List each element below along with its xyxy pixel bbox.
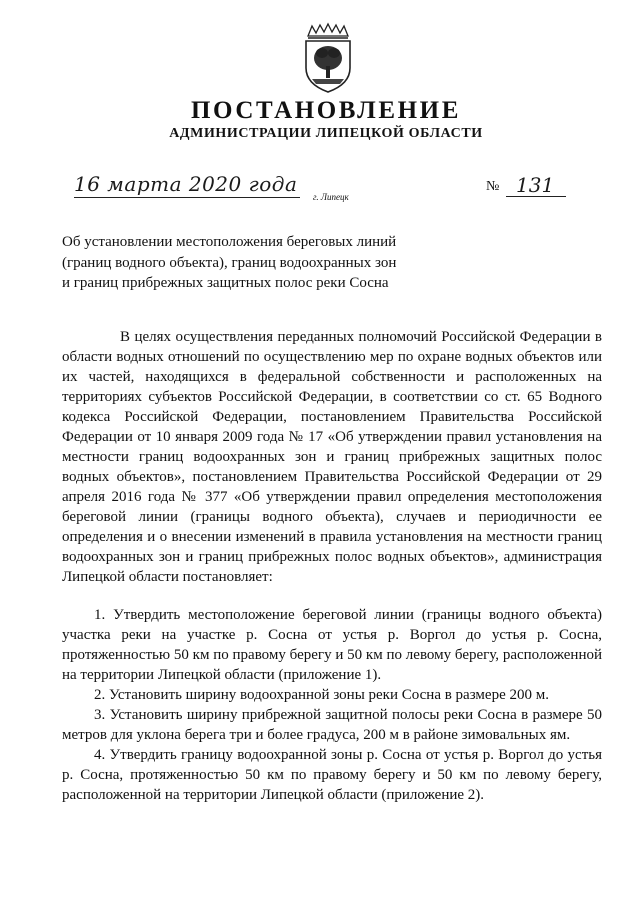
preamble-paragraph: В целях осуществления переданных полномочий Российской Федерации в области водных отношений по осуществлению мер по охране водных объектов или их частей, находящихся в федеральной собственности и расположенных на территориях субъектов Российской Федерации, в соответствии со ст. 65 Водного кодекса Российской Федерации, постановлением Правительства Российской Федерации от 10 января 2009 года № 17 «Об утверждении правил установления на местности границ водоохранных зон и границ прибрежных защитных полос водных объектов», постановлением Правительства Российской Федерации от 29 апреля 2016 года № 377 «Об утверждении правил определения местоположения береговой линии (границы водного объекта), случаев и периодичности ее определения и о внесении изменений в правила установления на местности границ водоохранных зон и границ прибрежных полос водных объектов», администрация Липецкой области постановляет: <box>62 329 602 585</box>
resolution-item-4: 4. Утвердить границу водоохранной зоны р. Сосна от устья р. Воргол до устья р. Сосна, протяженностью 50 км по правому берегу и 50 км по левому берегу, расположенной на территории Липецкой области (приложение 2). <box>62 747 602 803</box>
resolution-item-3: 3. Установить ширину прибрежной защитной полосы реки Сосна в размере 50 метров для уклона берега три и более градуса, 200 м в районе зимовальных ям. <box>62 707 602 743</box>
document-body <box>62 327 602 805</box>
resolution-item-2: 2. Установить ширину водоохранной зоны реки Сосна в размере 200 м. <box>94 687 549 703</box>
resolution-item-1: 1. Утвердить местоположение береговой линии (границы водного объекта) участка реки на участке р. Сосна от устья р. Воргол до устья р. Сосна, протяженностью 50 км по правому берегу и 50 км по левому берегу, расположенной на территории Липецкой области (приложение 1). <box>62 607 602 683</box>
date-handwritten: 16 марта 2020 года <box>74 172 298 196</box>
issuing-authority: АДМИНИСТРАЦИИ ЛИПЕЦКОЙ ОБЛАСТИ <box>169 126 483 141</box>
number-handwritten: 131 <box>516 173 555 197</box>
number-sign: № <box>486 179 500 194</box>
subject-heading: Об установлении местоположения береговых линий (границ водного объекта), границ водоохранных зон и границ прибрежных защитных полос реки Сосна <box>62 234 397 291</box>
paragraph-gap <box>62 587 602 605</box>
coat-of-arms-icon <box>298 22 358 94</box>
date-underline <box>74 197 300 198</box>
city-label: г. Липецк <box>313 192 349 202</box>
number-underline <box>506 196 566 197</box>
document-title: ПОСТАНОВЛЕНИЕ <box>190 97 462 124</box>
